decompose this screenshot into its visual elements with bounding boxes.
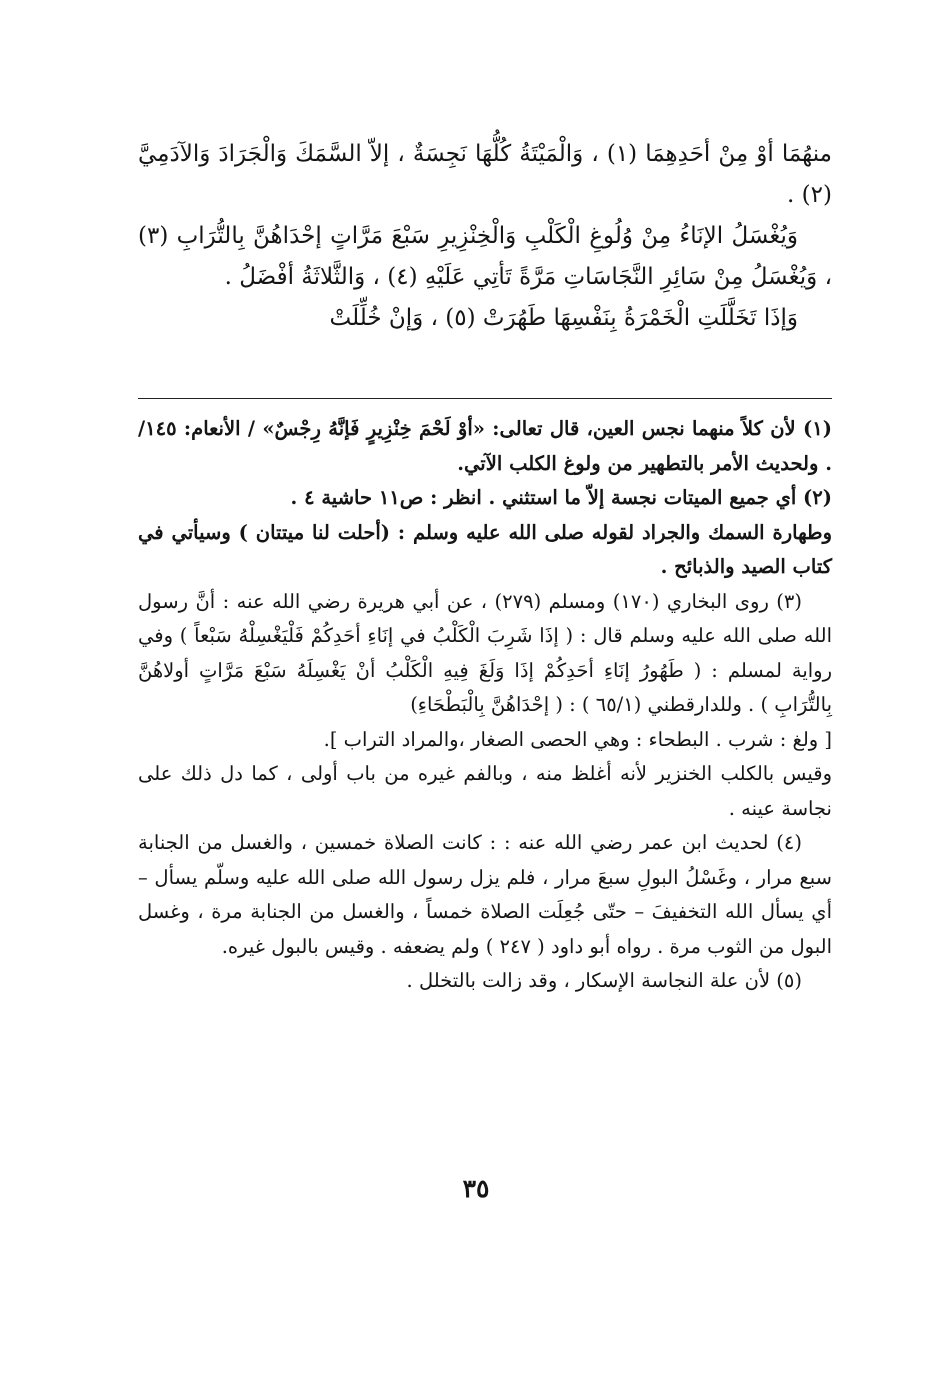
footnote-5: (٥) لأن علة النجاسة الإسكار ، وقد زالت بالتخلل . <box>406 969 802 992</box>
footnote-2-continuation: وطهارة السمك والجراد لقوله صلى الله عليه وسلم : (أحلت لنا ميتتان ) وسيأتي في كتاب الصيد والذبائح . <box>138 520 832 578</box>
footnote-4: (٤) لحديث ابن عمر رضي الله عنه : : كانت الصلاة خمسين ، والغسل من الجنابة سبع مرار ، وغَسْلُ البولِ سبعَ مرار ، فلم يزل رسول الله صلى الله عليه وسلّم يسأل – أي يسأل الله التخفيفَ – حتّى جُعِلَت الصلاة خمساً ، والغسل من الجنابة مرة ، وغسل البول من الثوب مرة . رواه أبو داود ( ٢٤٧ ) ولم يضعفه . وقيس بالبول غيره. <box>138 831 832 958</box>
footnote-3: (٣) روى البخاري (١٧٠) ومسلم (٢٧٩) ، عن أبي هريرة رضي الله عنه : أنَّ رسول الله صلى الله عليه وسلم قال : ( إذَا شَرِبَ الْكَلْبُ في إنَاءِ أحَدِكُمْ فَلْيَغْسِلْهُ سَبْعاً ) وفي رواية لمسلم : ( طَهُورُ إنَاءِ أحَدِكُمْ إذَا وَلَغَ فِيهِ الْكَلْبُ أنْ يَغْسِلَهُ سَبْعَ مَرَّاتٍ أولاهُنَّ بِالتُّرَابِ ) . وللدارقطني (٦٥/١ ) : ( إحْدَاهُنَّ بِالْبَطْحَاءِ) <box>138 589 832 716</box>
footnotes <box>138 412 832 999</box>
main-paragraph-2: وَيُغْسَلُ الإنَاءُ مِنْ وُلُوغِ الْكَلْبِ وَالْخِنْزِيرِ سَبْعَ مَرَّاتٍ إحْدَاهُنَّ بِالتُّرَابِ (٣) ، وَيُغْسَلُ مِنْ سَائِرِ النَّجَاسَاتِ مَرَّةً تَأتِي عَلَيْهِ (٤) ، وَالثَّلاثَةُ أفْضَلُ . <box>138 223 832 290</box>
main-paragraph-1: منهُمَا أوْ مِنْ أحَدِهِمَا (١) ، وَالْمَيْتَةُ كُلُّهَا نَجِسَةٌ ، إلاّ السَّمَكَ وَالْجَرَادَ وَالآدَمِيَّ (٢) . <box>138 141 833 208</box>
footnote-3-gloss: [ ولغ : شرب . البطحاء : وهي الحصى الصغار ،والمراد التراب ]. <box>323 727 832 751</box>
main-paragraph-3: وَإذَا تَخَلَّلَتِ الْخَمْرَةُ بِنَفْسِهَا طَهُرَتْ (٥) ، وَإنْ خُلِّلَتْ <box>329 305 798 331</box>
footnote-2: (٢) أي جميع الميتات نجسة إلاّ ما استثني . انظر : ص١١ حاشية ٤ . <box>290 486 832 509</box>
footnote-1: (١) لأن كلاً منهما نجس العين، قال تعالى: «أوْ لَحْمَ خِنْزِيرٍ فَإنَّهُ رِجْسٌ» / الأنعام: ١٤٥/ . ولحديث الأمر بالتطهير من ولوغ الكلب الآتي. <box>138 417 832 475</box>
footnote-divider <box>138 398 832 399</box>
page-number: ٣٥ <box>462 1174 490 1203</box>
footnote-3-continuation: وقيس بالكلب الخنزير لأنه أغلظ منه ، وبالفم غيره من باب أولى ، كما دل ذلك على نجاسة عينه . <box>138 762 832 820</box>
main-text <box>138 134 832 339</box>
